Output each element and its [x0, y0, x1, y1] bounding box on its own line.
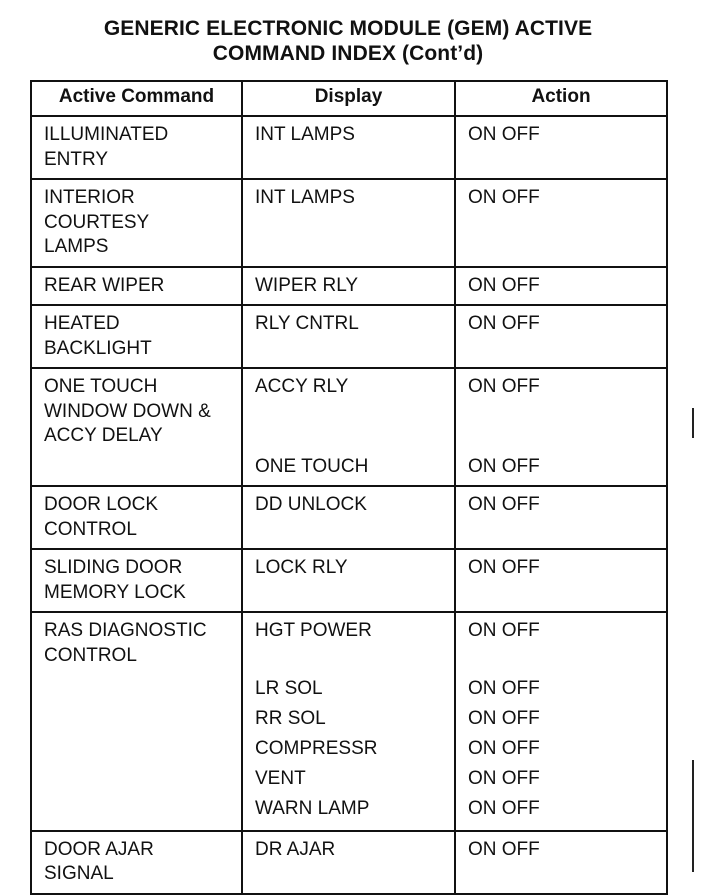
command-cell	[31, 486, 242, 549]
display-value: INT LAMPS	[255, 187, 355, 208]
action-cell	[455, 305, 667, 368]
command-line: DOOR LOCK	[44, 494, 159, 515]
header-active-command: Active Command	[31, 81, 242, 116]
revision-bar	[692, 760, 694, 872]
command-cell	[31, 179, 242, 267]
table-row	[31, 179, 667, 267]
action-value: ON OFF	[468, 557, 540, 578]
table-row	[31, 831, 667, 894]
command-line: HEATED	[44, 313, 120, 334]
table-row	[31, 549, 667, 612]
table-row	[31, 612, 667, 831]
command-line: ILLUMINATED	[44, 124, 169, 145]
command-cell	[31, 368, 242, 486]
action-cell	[455, 831, 667, 894]
display-value: WARN LAMP	[255, 797, 370, 819]
command-cell	[31, 305, 242, 368]
display-cell	[242, 116, 455, 179]
action-cell	[455, 368, 667, 486]
display-value: LOCK RLY	[255, 557, 348, 578]
command-line: ENTRY	[44, 148, 109, 170]
display-value: WIPER RLY	[255, 274, 359, 296]
action-value: ON OFF	[468, 313, 540, 334]
action-value: ON OFF	[468, 620, 540, 641]
table-row	[31, 486, 667, 549]
display-cell	[242, 486, 455, 549]
table-header-row	[31, 81, 667, 116]
display-cell	[242, 831, 455, 894]
display-cell	[242, 305, 455, 368]
action-cell	[455, 549, 667, 612]
table-row	[31, 267, 667, 306]
command-line: ACCY DELAY	[44, 425, 163, 446]
display-value: ACCY RLY	[255, 376, 349, 397]
action-value: ON OFF	[468, 124, 540, 145]
command-cell	[31, 267, 242, 306]
action-value: ON OFF	[468, 187, 540, 208]
display-cell	[242, 267, 455, 306]
command-line: CONTROL	[44, 644, 137, 666]
action-value: ON OFF	[468, 455, 540, 477]
action-value: ON OFF	[468, 376, 540, 397]
command-line: ONE TOUCH	[44, 376, 158, 397]
command-cell	[31, 831, 242, 894]
display-value: COMPRESSR	[255, 737, 378, 759]
action-value: ON OFF	[468, 494, 540, 515]
command-cell	[31, 612, 242, 831]
command-line: SLIDING DOOR	[44, 557, 183, 578]
display-cell	[242, 549, 455, 612]
action-cell	[455, 116, 667, 179]
display-cell	[242, 612, 455, 831]
action-value: ON OFF	[468, 274, 540, 296]
page-title	[30, 16, 666, 66]
command-line: COURTESY	[44, 211, 150, 233]
action-cell	[455, 179, 667, 267]
display-value: RR SOL	[255, 707, 326, 729]
action-value: ON OFF	[468, 737, 540, 759]
table-row	[31, 116, 667, 179]
command-cell	[31, 549, 242, 612]
action-value: ON OFF	[468, 797, 540, 819]
title-line-2: COMMAND INDEX (Cont’d)	[212, 42, 484, 65]
command-line: WINDOW DOWN &	[44, 400, 211, 422]
active-command-table	[30, 80, 668, 895]
command-line: BACKLIGHT	[44, 337, 152, 359]
command-line: REAR WIPER	[44, 274, 165, 296]
action-value: ON OFF	[468, 767, 540, 789]
table-row	[31, 305, 667, 368]
display-cell	[242, 368, 455, 486]
display-value: RLY CNTRL	[255, 313, 359, 334]
display-value: LR SOL	[255, 677, 323, 699]
command-line: MEMORY LOCK	[44, 581, 186, 603]
table-row	[31, 368, 667, 486]
action-cell	[455, 612, 667, 831]
command-line: RAS DIAGNOSTIC	[44, 620, 207, 641]
command-line: LAMPS	[44, 236, 109, 257]
display-value: ONE TOUCH	[255, 455, 369, 477]
command-cell	[31, 116, 242, 179]
title-line-1: GENERIC ELECTRONIC MODULE (GEM) ACTIVE	[103, 17, 593, 40]
action-value: ON OFF	[468, 677, 540, 699]
action-cell	[455, 486, 667, 549]
command-line: CONTROL	[44, 518, 137, 540]
command-line: DOOR AJAR	[44, 838, 154, 860]
action-cell	[455, 267, 667, 306]
command-line: INTERIOR	[44, 187, 135, 208]
display-cell	[242, 179, 455, 267]
action-value: ON OFF	[468, 838, 540, 860]
header-action: Action	[455, 81, 667, 116]
action-value: ON OFF	[468, 707, 540, 729]
revision-bar	[692, 408, 694, 438]
display-value: DR AJAR	[255, 838, 336, 860]
display-value: VENT	[255, 767, 306, 789]
display-value: HGT POWER	[255, 620, 372, 641]
display-value: INT LAMPS	[255, 124, 355, 145]
display-value: DD UNLOCK	[255, 494, 367, 515]
header-display: Display	[242, 81, 455, 116]
command-line: SIGNAL	[44, 863, 114, 884]
